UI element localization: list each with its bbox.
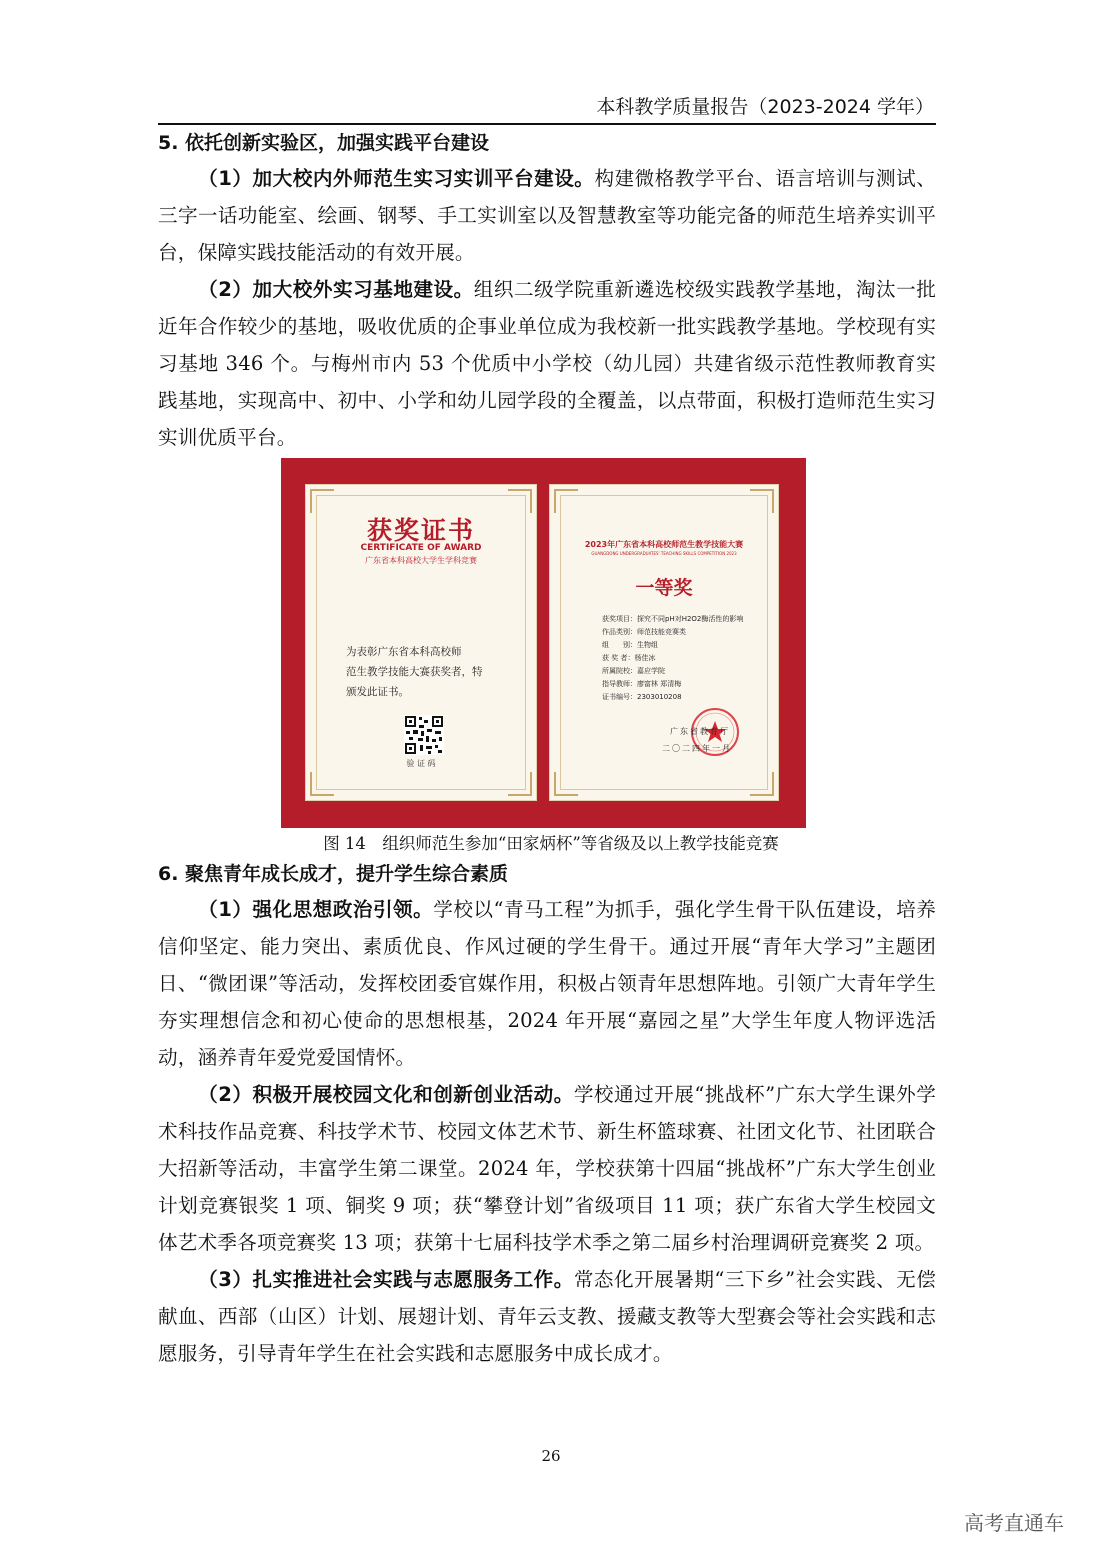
- certificate-title: 获奖证书: [366, 516, 475, 545]
- section-5-paragraph-2: [158, 271, 936, 456]
- certificate-figure: [281, 458, 806, 828]
- corner-ornament: [750, 489, 774, 513]
- paragraph-text: 组织二级学院重新遴选校级实践教学基地，淘汰一批近年合作较少的基地，吸收优质的企事业单位成为我校新一批实践教学基地。学校现有实习基地 346 个。与梅州市内 53 个优质中小学校（幼儿园）共建省级示范性教师教育实践基地，实现高中、初中、小学和幼儿园学段的全覆盖，以点带面，积极打造师范生实习实训优质平台。: [158, 278, 936, 449]
- corner-ornament: [508, 489, 532, 513]
- issuer: 广东省教育厅: [670, 727, 730, 736]
- header-rule: [158, 123, 936, 125]
- award-details: [602, 613, 743, 704]
- award-level: 一等奖: [635, 577, 693, 599]
- section-6-paragraph-3: [158, 1261, 936, 1372]
- section-5: [158, 126, 936, 456]
- qr-label: 验 证 码: [406, 759, 436, 768]
- paragraph-text: 学校以“青马工程”为抓手，强化学生骨干队伍建设，培养信仰坚定、能力突出、素质优良、作风过硬的学生骨干。通过开展“青年大学习”主题团日、“微团课”等活动，发挥校团委官媒作用，积极占领青年思想阵地。引领广大青年学生夯实理想信念和初心使命的思想根基，2024 年开展“嘉园之星”大学生年度人物评选活动，涵养青年爱党爱国情怀。: [158, 898, 936, 1069]
- section-6: [158, 857, 936, 1372]
- corner-ornament: [554, 772, 578, 796]
- section-5-paragraph-1: [158, 160, 936, 271]
- certificate-body-line: 为表彰广东省本科高校师: [346, 646, 462, 658]
- paragraph-lead: （1）加大校内外师范生实习实训平台建设。: [198, 167, 595, 190]
- corner-ornament: [554, 489, 578, 513]
- section-6-paragraph-2: [158, 1076, 936, 1261]
- paragraph-lead: （2）积极开展校园文化和创新创业活动。: [198, 1083, 574, 1106]
- paragraph-text: 常态化开展暑期“三下乡”社会实践、无偿献血、西部（山区）计划、展翅计划、青年云支教、援藏支教等大型赛会等社会实践和志愿服务，引导青年学生在社会实践和志愿服务中成长成才。: [158, 1268, 936, 1365]
- corner-ornament: [310, 772, 334, 796]
- certificate-body-line: 颁发此证书。: [346, 686, 409, 698]
- paragraph-lead: （2）加大校外实习基地建设。: [198, 278, 474, 301]
- corner-ornament: [750, 772, 774, 796]
- figure-caption: 图 14 组织师范生参加“田家炳杯”等省级及以上教学技能竞赛: [323, 834, 779, 853]
- award-field: 指导教师：廖富林 郑清梅: [602, 680, 682, 688]
- qr-code-icon: [404, 715, 444, 755]
- event-title-cn: 2023年广东省本科高校师范生教学技能大赛: [584, 540, 744, 549]
- event-title-en: GUANGDONG UNDERGRADUATES' TEACHING SKILLS COMPETITION 2023: [591, 551, 737, 556]
- award-field: 组 别：生物组: [602, 641, 658, 649]
- certificate-subtitle-cn: 广东省本科高校大学生学科竞赛: [365, 556, 477, 565]
- certificate-body-line: 范生教学技能大赛获奖者，特: [346, 666, 483, 678]
- paragraph-text: 学校通过开展“挑战杯”广东大学生课外学术科技作品竞赛、科技学术节、校园文体艺术节、新生杯篮球赛、社团文化节、社团联合大招新等活动，丰富学生第二课堂。2024 年，学校获第十四届“挑战杯”广东大学生创业计划竞赛银奖 1 项、铜奖 9 项；获“攀登计划”省级项目 11 项；获广东省大学生校园文体艺术季各项竞赛奖 13 项；获第十七届科技学术季之第二届乡村治理调研竞赛奖 2 项。: [158, 1083, 936, 1254]
- section-6-title: 6. 聚焦青年成长成才，提升学生综合素质: [158, 863, 509, 885]
- page-header: 本科教学质量报告（2023-2024 学年）: [596, 96, 934, 118]
- award-field: 证书编号：2303010208: [602, 693, 682, 701]
- issue-date: 二〇二四年一月: [662, 744, 732, 753]
- certificate-subtitle-en: CERTIFICATE OF AWARD: [360, 543, 482, 553]
- certificate-right-page: [549, 484, 779, 801]
- paragraph-text: 构建微格教学平台、语言培训与测试、三字一话功能室、绘画、钢琴、手工实训室以及智慧教室等功能完备的师范生培养实训平台，保障实践技能活动的有效开展。: [158, 167, 937, 264]
- paragraph-lead: （3）扎实推进社会实践与志愿服务工作。: [198, 1268, 574, 1291]
- corner-ornament: [508, 772, 532, 796]
- certificate-body: [346, 642, 483, 702]
- award-field: 获奖项目：探究不同pH对H2O2酶活性的影响: [602, 615, 744, 623]
- section-6-paragraph-1: [158, 891, 936, 1076]
- award-field: 作品类别：师范技能竞赛类: [602, 628, 686, 636]
- award-field: 获 奖 者：杨佳冰: [602, 654, 656, 662]
- section-5-title: 5. 依托创新实验区，加强实践平台建设: [158, 132, 490, 154]
- corner-ornament: [310, 489, 334, 513]
- certificate-left-page: [305, 484, 537, 801]
- watermark: 高考直通车: [964, 1511, 1064, 1535]
- page-number: 26: [541, 1447, 561, 1465]
- award-field: 所属院校：嘉应学院: [602, 667, 665, 675]
- paragraph-lead: （1）强化思想政治引领。: [198, 898, 434, 921]
